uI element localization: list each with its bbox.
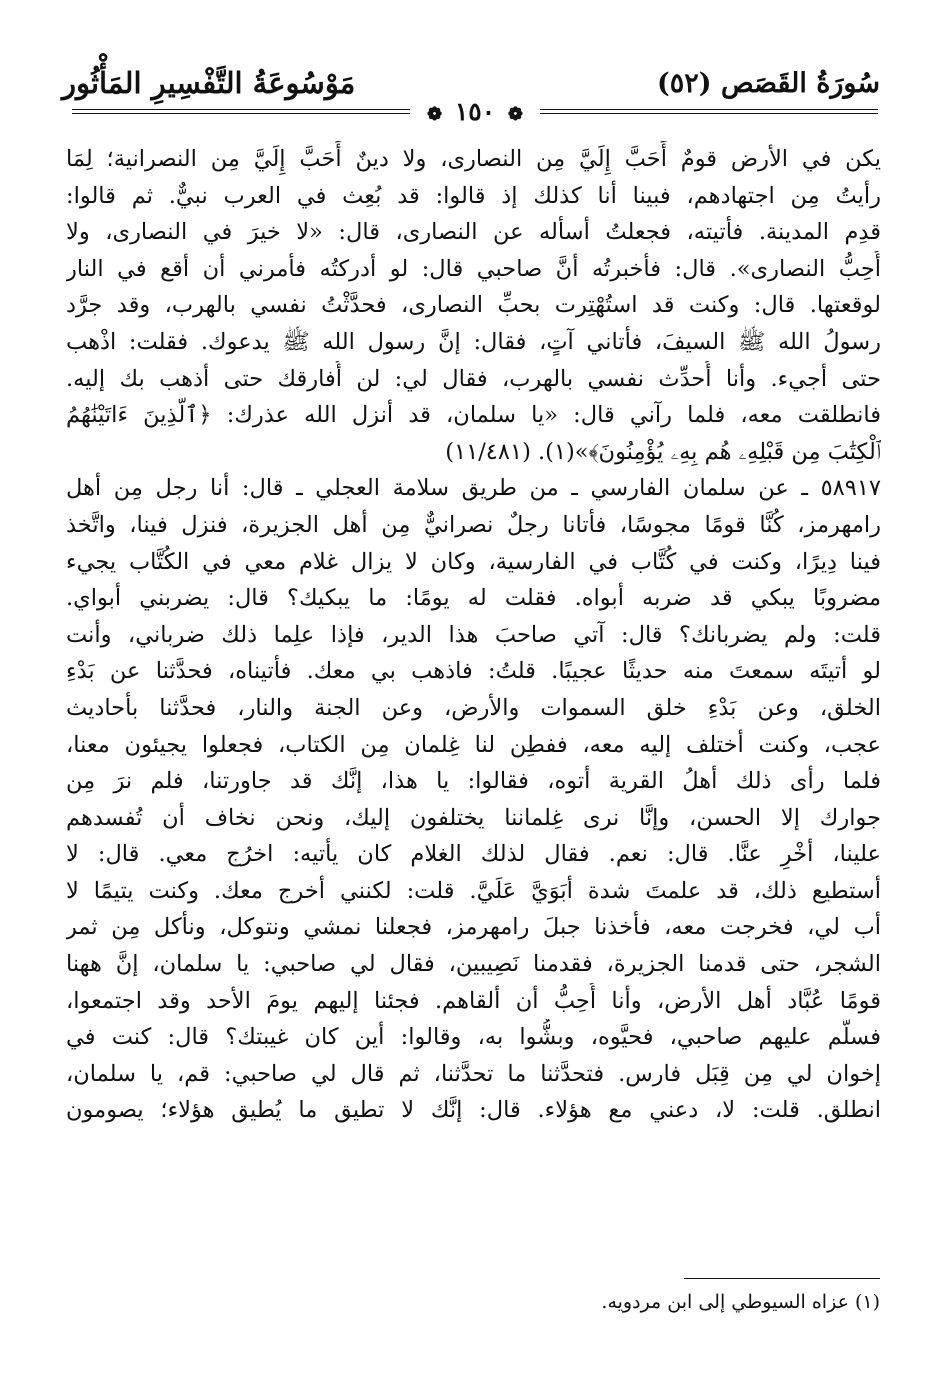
text-line: قومًا عُبَّاد أهل الأرض، وأنا أُحِبُّ أن ألقاهم. فجئنا إليهم يومَ الأحد وقد اجتمعوا، xyxy=(66,987,881,1014)
page-number-box xyxy=(410,96,540,128)
text-line: فينا دِيرًا، وكنت في كُتَّاب في الفارسية، وكان لا يزال غلام معي في الكُتَّاب يجيء xyxy=(66,548,881,575)
text-line: رأيتُ مِن اجتهادهم، فبينا أنا كذلك إذ قالوا: قد بُعِث في العرب نبيٌّ. ثم قالوا: xyxy=(66,182,881,209)
main-text xyxy=(66,141,881,1129)
text-line: رسولُ الله ﷺ السيفَ، فأتاني آتٍ، فقال: إنَّ رسول الله ﷺ يدعوك. فقلت: اذْهب xyxy=(66,328,881,355)
text-line: إخوان لي مِن قِبَل فارس. فتحدَّثنا ما تحدَّثنا، ثم قال لي صاحبي: قم، يا سلمان، xyxy=(66,1060,881,1087)
text-line: الخلق، وعن بَدْءِ خلق السموات والأرض، وعن الجنة والنار، فحدَّثنا بأحاديث xyxy=(66,694,881,721)
surah-title: سُورَةُ القَصَص (٥٢) xyxy=(656,68,880,99)
text-line: فلما رأى ذلك أهلُ القرية أتوه، فقالوا: يا هذا، إنَّك قد جاورتنا، فلم نرَ مِن xyxy=(66,768,881,795)
page-number: ١٥٠ xyxy=(454,97,496,126)
text-line: قلت: ولم يضربانك؟ قال: آتي صاحبَ هذا الدير، فإذا علِما ذلك ضرباني، وأنت xyxy=(66,621,881,648)
text-line: فانطلقت معه، فلما رآني قال: «يا سلمان، قد أنزل الله عذرك: ﴿ٱلَّذِينَ ءَاتَيْنَٰهُمُ xyxy=(66,402,881,429)
text-line: يكن في الأرض قومٌ أَحَبَّ إِلَيَّ مِن النصارى، ولا دينٌ أَحَبَّ إِلَيَّ مِن النصرانية؛ لِمَا xyxy=(66,146,881,172)
text-line: جوارك إلا الحسن، وإنَّا نرى غِلماننا يختلفون إليك، ونحن نخاف أن تُفسدهم xyxy=(66,804,881,831)
text-line: علينا، أخْرِ عنَّا. قال: نعم. فقال لذلك الغلام كان يأتيه: اخرُج معي. قال: لا xyxy=(66,841,881,868)
text-line: ٥٨٩١٧ ـ عن سلمان الفارسي ـ من طريق سلامة العجلي ـ قال: أنا رجل مِن أهل xyxy=(66,475,881,502)
text-line: رامهرمز، كُنَّا قومًا مجوسًا، فأتانا رجلٌ نصرانيٌّ مِن أهل الجزيرة، فنزل فينا، واتَّخذ xyxy=(66,511,881,538)
ornament-icon: ❁ xyxy=(507,104,523,125)
footnote: (١) عزاه السيوطي إلى ابن مردويه. xyxy=(601,1291,880,1313)
text-line: ٱلْكِتَٰبَ مِن قَبْلِهِۦ هُم بِهِۦ يُؤْمِنُونَ﴾»(١). (١١/٤٨١) xyxy=(445,438,881,465)
text-line: أستطيع ذلك، قد علمتَ شدة أبَوَيَّ عَلَيَّ. قلت: لكنني أخرج معك. وكنت يتيمًا لا xyxy=(66,877,881,904)
book-title: مَوْسُوعَةُ التَّفْسِيرِ المَأْثُور xyxy=(62,66,356,100)
text-line: انطلق. قلت: لا، دعني مع هؤلاء. قال: إنَّك لا تطيق ما يُطيق هؤلاء؛ يصومون xyxy=(66,1097,881,1124)
text-line: عجب، وكنت أختلف إليه معه، ففطِن لنا غِلمان مِن الكتاب، فجعلوا يجيئون معنا، xyxy=(66,731,881,758)
text-line: أُحِبُّ النصارى». قال: فأخبرتُه أنَّ صاحبي قال: لو أدركتُه فأمرني أن أقع في النار xyxy=(66,255,881,282)
text-line: أب لي، فخرجت معه، فأخذنا جبلَ رامهرمز، فجعلنا نمشي ونتوكل، ونأكل مِن ثمر xyxy=(66,914,881,941)
text-line: لوقعتها. قال: وكنت قد استُهْتِرت بحبِّ النصارى، فحدَّثْتُ نفسي بالهرب، وقد جرَّد xyxy=(66,292,881,319)
text-line: لو أتيتَه سمعتَ منه حديثًا عجيبًا. قلتُ: فاذهب بي معك. فأتيناه، فحدَّثنا عن بَدْءِ xyxy=(66,658,881,685)
text-line: حتى أجيء. وأنا أُحدِّث نفسي بالهرب، فقال لي: لن أُفارقك حتى أذهب بك إليه. xyxy=(66,365,881,392)
text-line: الشجر، حتى قدمنا الجزيرة، فقدمنا نَصِيبين، فقال لي صاحبي: يا سلمان، إنَّ ههنا xyxy=(66,951,881,978)
footnote-rule xyxy=(684,1278,880,1279)
text-line: فسلَّم عليهم صاحبي، فحيَّوه، وبشُّوا به، وقالوا: أين كان غيبتك؟ قال: كنت في xyxy=(66,1024,881,1051)
text-line: قدِم المدينة. فأتيته، فجعلتُ أسأله عن النصارى، قال: «لا خيرَ في النصارى، ولا xyxy=(66,219,881,246)
ornament-icon: ❁ xyxy=(427,104,443,125)
text-line: مضروبًا يبكي قد ضربه أبواه. فقلت له يومًا: ما يبكيك؟ قال: يضربني أبواي. xyxy=(66,585,881,612)
